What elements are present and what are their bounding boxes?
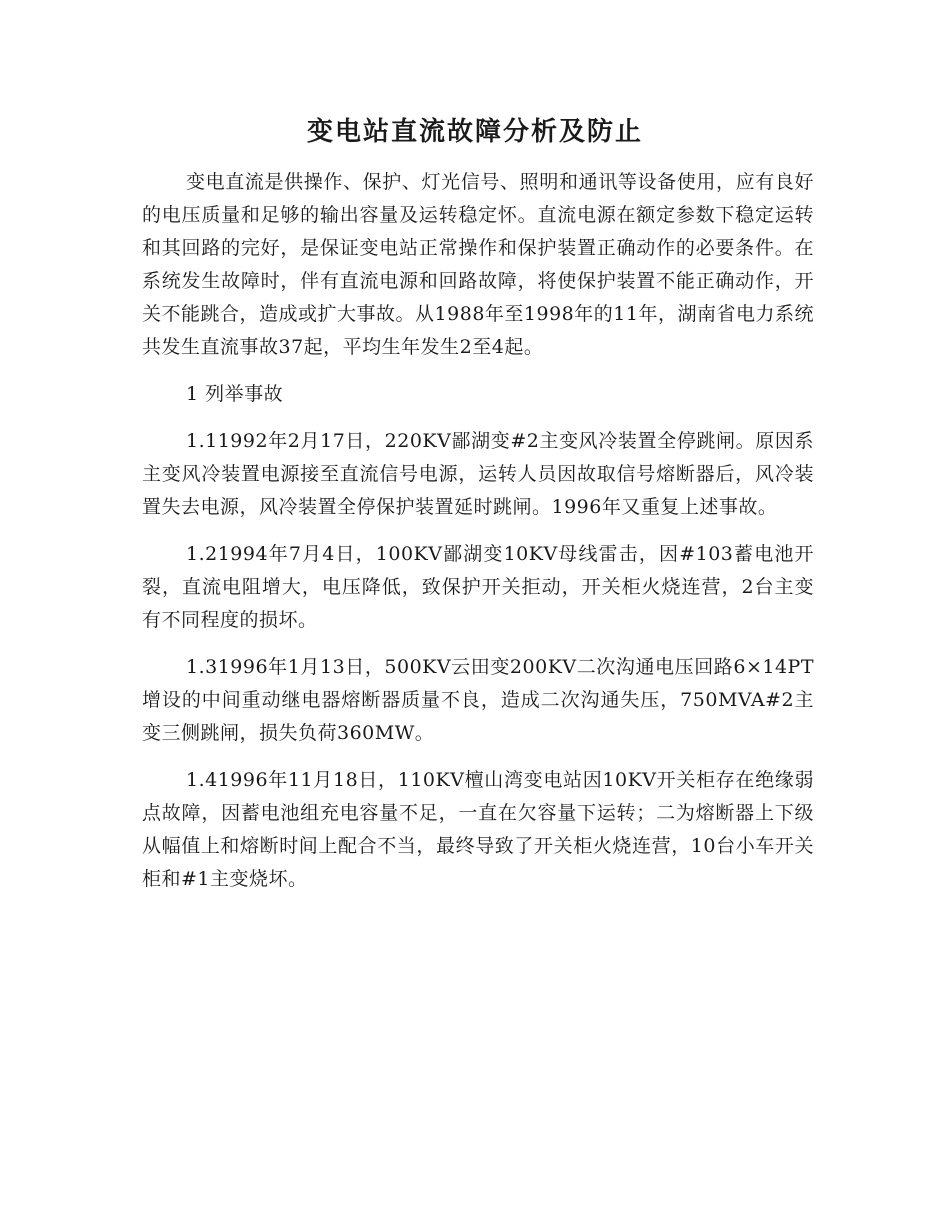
document-title: 变电站直流故障分析及防止 [306,117,643,147]
accident-paragraph-1: 1.11992年2月17日，220KV鄙湖变#2主变风冷装置全停跳闸。原因系主变风冷装置电源接至直流信号电源，运转人员因故取信号熔断器后，风冷装置失去电源，风冷装置全停保护装置延时跳闸。1996年又重复上述事故。 [142,430,814,518]
accident-paragraph-3: 1.31996年1月13日，500KV云田变200KV二次沟通电压回路6×14PT增设的中间重动继电器熔断器质量不良，造成二次沟通失压，750MVA#2主变三侧跳闸，损失负荷360MW。 [142,656,814,744]
document-body [142,166,814,910]
intro-paragraph: 变电直流是供操作、保护、灯光信号、照明和通讯等设备使用，应有良好的电压质量和足够的输出容量及运转稳定怀。直流电源在额定参数下稳定运转和其回路的完好，是保证变电站正常操作和保护装置正确动作的必要条件。在系统发生故障时，伴有直流电源和回路故障，将使保护装置不能正确动作，开关不能跳合，造成或扩大事故。从1988年至1998年的11年，湖南省电力系统共发生直流事故37起，平均生年发生2至4起。 [142,171,814,358]
accident-paragraph-2: 1.21994年7月4日，100KV鄙湖变10KV母线雷击，因#103蓄电池开裂，直流电阻增大，电压降低，致保护开关拒动，开关柜火烧连营，2台主变有不同程度的损坏。 [142,543,814,631]
section-heading: 1 列举事故 [186,383,284,405]
accident-paragraph-4: 1.41996年11月18日，110KV檀山湾变电站因10KV开关柜存在绝缘弱点故障，因蓄电池组充电容量不足，一直在欠容量下运转；二为熔断器上下级从幅值上和熔断时间上配合不当，最终导致了开关柜火烧连营，10台小车开关柜和#1主变烧坏。 [142,769,814,890]
